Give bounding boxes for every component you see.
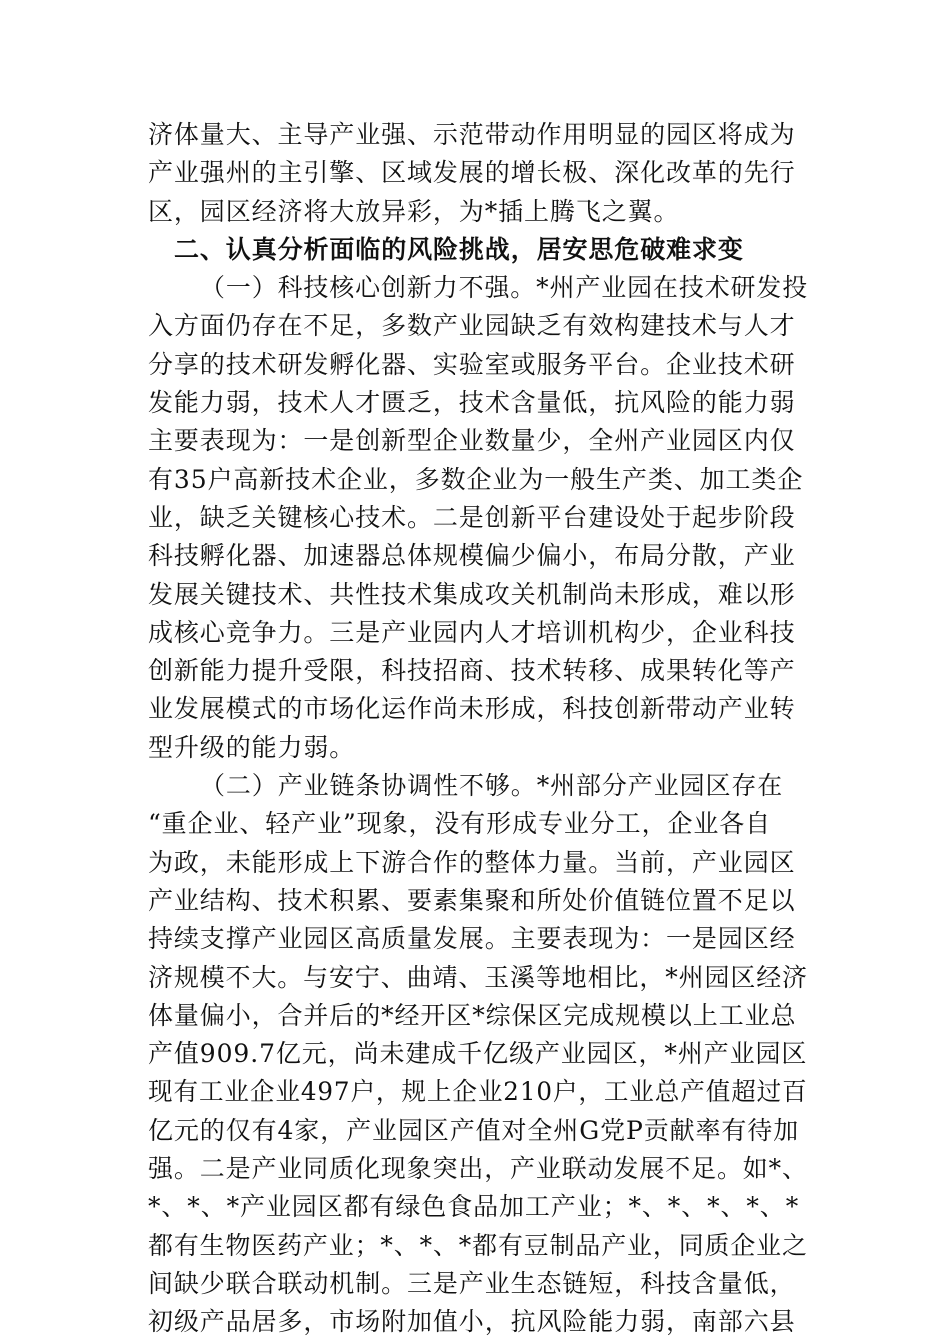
body-text-line: 发展关键技术、共性技术集成攻关机制尚未形成，难以形 [148,579,796,609]
body-text-line: 业发展模式的市场化运作尚未形成，科技创新带动产业转 [148,694,796,724]
body-text-line: 为政，未能形成上下游合作的整体力量。当前，产业园区 [148,847,796,877]
body-text-line: 济规模不大。与安宁、曲靖、玉溪等地相比，*州园区经济 [148,962,808,992]
body-text-line: 亿元的仅有4家，产业园区产值对全州G党P贡献率有待加 [148,1115,800,1145]
body-text-line: 体量偏小，合并后的*经开区*综保区完成规模以上工业总 [148,1000,797,1030]
body-text-line: 区，园区经济将大放异彩，为*插上腾飞之翼。 [148,196,680,226]
body-text-line: 产业结构、技术积累、要素集聚和所处价值链位置不足以 [148,885,796,915]
body-text-line: 产业强州的主引擎、区域发展的增长极、深化改革的先行 [148,158,796,188]
body-text-line: （一）科技核心创新力不强。*州产业园在技术研发投 [200,273,809,303]
body-text-line: 间缺少联合联动机制。三是产业生态链短，科技含量低， [148,1268,796,1298]
section-heading: 二、认真分析面临的风险挑战，居安思危破难求变 [174,234,744,264]
body-text-line: 型升级的能力弱。 [148,732,356,762]
body-text-line: “重企业、轻产业”现象，没有形成专业分工，企业各自 [148,809,772,839]
body-text-line: 都有生物医药产业；*、*、*都有豆制品产业，同质企业之 [148,1230,808,1260]
body-text-line: 济体量大、主导产业强、示范带动作用明显的园区将成为 [148,120,796,149]
body-text-line: 入方面仍存在不足，多数产业园缺乏有效构建技术与人才 [148,311,796,341]
body-text-line: 业，缺乏关键核心技术。二是创新平台建设处于起步阶段 [148,502,796,532]
body-text-line: 初级产品居多，市场附加值小，抗风险能力弱，南部六县 [148,1307,796,1337]
body-text-line: 主要表现为：一是创新型企业数量少，全州产业园区内仅 [148,426,796,456]
body-text-line: 发能力弱，技术人才匮乏，技术含量低，抗风险的能力弱 [148,388,796,418]
body-text-line: 创新能力提升受限，科技招商、技术转移、成果转化等产 [148,656,796,686]
body-text-line: （二）产业链条协调性不够。*州部分产业园区存在 [200,771,784,801]
body-text-line: 持续支撑产业园区高质量发展。主要表现为：一是园区经 [148,924,796,954]
document-body [148,116,808,1342]
body-text-line: 科技孵化器、加速器总体规模偏少偏小，布局分散，产业 [148,541,796,571]
body-text-line: 现有工业企业497户，规上企业210户，工业总产值超过百 [148,1077,808,1107]
body-text-line: 产值909.7亿元，尚未建成千亿级产业园区，*州产业园区 [148,1039,808,1069]
body-text-line: 强。二是产业同质化现象突出，产业联动发展不足。如*、 [148,1154,808,1184]
body-text-line: 分享的技术研发孵化器、实验室或服务平台。企业技术研 [148,349,796,379]
body-text-line: 成核心竞争力。三是产业园内人才培训机构少，企业科技 [148,617,796,647]
body-text-line: 有35户高新技术企业，多数企业为一般生产类、加工类企 [148,464,804,494]
body-text-line: *、*、*产业园区都有绿色食品加工产业；*、*、*、*、* [148,1192,800,1222]
